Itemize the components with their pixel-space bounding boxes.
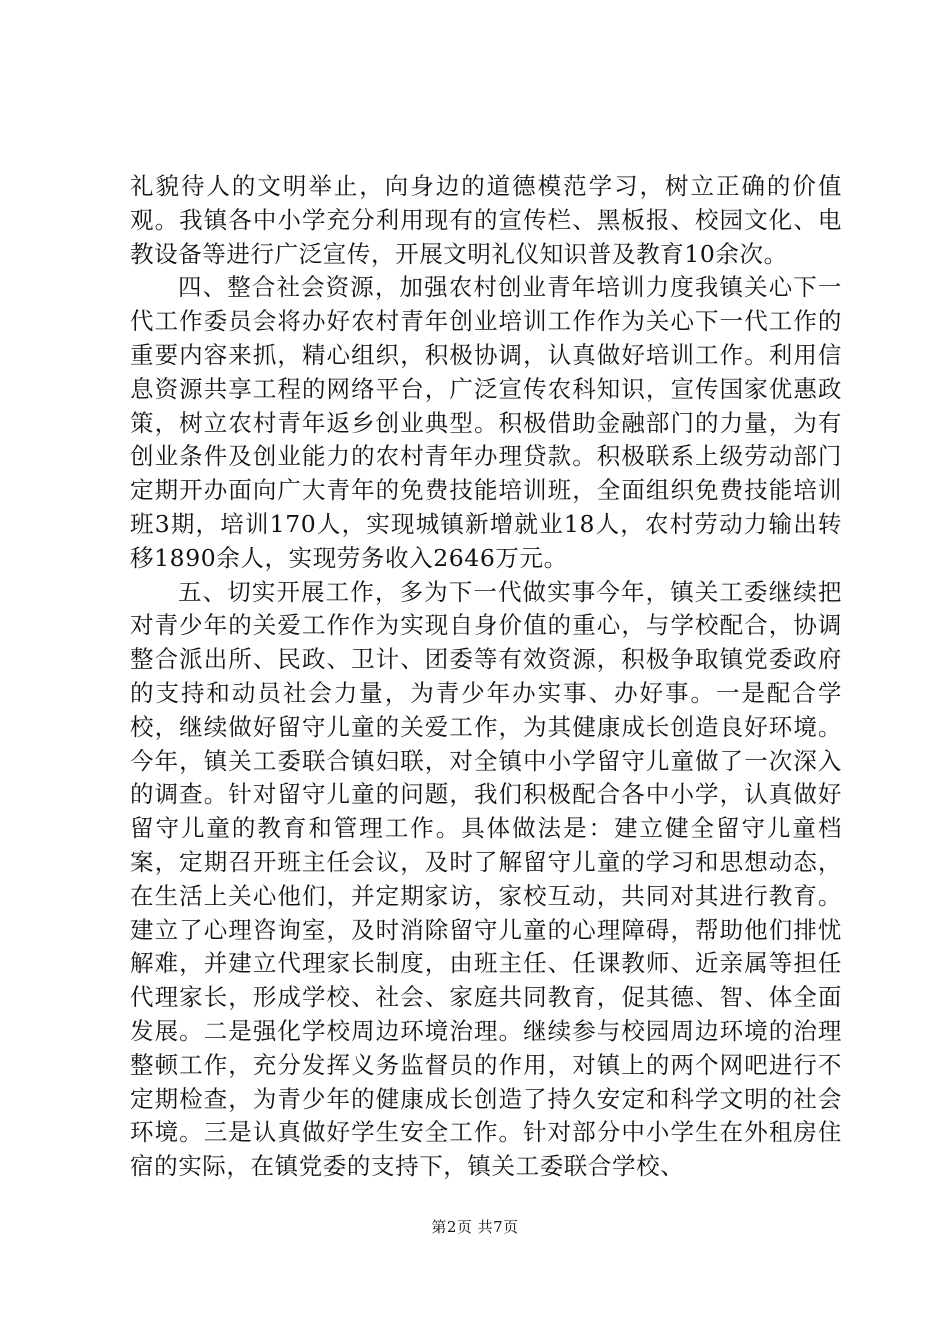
paragraph-1: 礼貌待人的文明举止，向身边的道德模范学习，树立正确的价值观。我镇各中小学充分利用现有的宣传栏、黑板报、校园文化、电教设备等进行广泛宣传，开展文明礼仪知识普及教育10余次。	[130, 172, 842, 268]
body-text	[130, 170, 842, 1184]
paragraph-2: 四、整合社会资源，加强农村创业青年培训力度我镇关心下一代工作委员会将办好农村青年创业培训工作作为关心下一代工作的重要内容来抓，精心组织，积极协调，认真做好培训工作。利用信息资源共享工程的网络平台，广泛宣传农科知识，宣传国家优惠政策，树立农村青年返乡创业典型。积极借助金融部门的力量，为有创业条件及创业能力的农村青年办理贷款。积极联系上级劳动部门定期开办面向广大青年的免费技能培训班，全面组织免费技能培训班3期，培训170人，实现城镇新增就业18人，农村劳动力输出转移1890余人，实现劳务收入2646万元。	[130, 273, 842, 572]
page-footer: 第2页 共7页	[431, 1218, 519, 1236]
paragraph-3: 五、切实开展工作，多为下一代做实事今年，镇关工委继续把对青少年的关爱工作作为实现自身价值的重心，与学校配合，协调整合派出所、民政、卫计、团委等有效资源，积极争取镇党委政府的支持和动员社会力量，为青少年办实事、办好事。一是配合学校，继续做好留守儿童的关爱工作，为其健康成长创造良好环境。今年，镇关工委联合镇妇联，对全镇中小学留守儿童做了一次深入的调查。针对留守儿童的问题，我们积极配合各中小学，认真做好留守儿童的教育和管理工作。具体做法是：建立健全留守儿童档案，定期召开班主任会议，及时了解留守儿童的学习和思想动态，在生活上关心他们，并定期家访，家校互动，共同对其进行教育。建立了心理咨询室，及时消除留守儿童的心理障碍，帮助他们排忧解难，并建立代理家长制度，由班主任、任课教师、近亲属等担任代理家长，形成学校、社会、家庭共同教育，促其德、智、体全面发展。二是强化学校周边环境治理。继续参与校园周边环境的治理整顿工作，充分发挥义务监督员的作用，对镇上的两个网吧进行不定期检查，为青少年的健康成长创造了持久安定和科学文明的社会环境。三是认真做好学生安全工作。针对部分中小学生在外租房住宿的实际，在镇党委的支持下，镇关工委联合学校、	[130, 577, 842, 1181]
